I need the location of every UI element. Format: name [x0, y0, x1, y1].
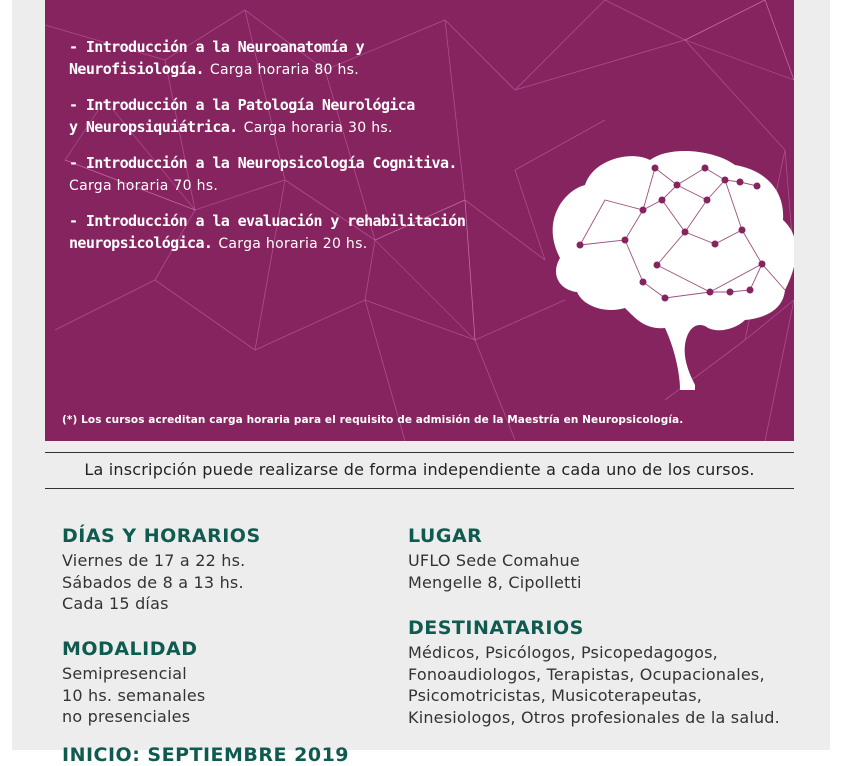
- page: [12, 0, 830, 766]
- schedule-line: Sábados de 8 a 13 hs.: [62, 572, 244, 592]
- footnote: (*) Los cursos acreditan carga horaria para el requisito de admisión de la Maestría en Neuropsicología.: [62, 414, 684, 426]
- course-item: [69, 36, 489, 81]
- course-title-line1: - Introducción a la evaluación y rehabilitación: [69, 212, 466, 230]
- divider: [45, 488, 794, 489]
- course-title-line2: neuropsicológica.: [69, 234, 213, 252]
- modality-heading: MODALIDAD: [62, 638, 198, 660]
- course-title-line2: Neurofisiología.: [69, 60, 204, 78]
- brain-network-icon: [553, 151, 794, 390]
- modality-section: [62, 637, 205, 728]
- start-date-heading: INICIO: SEPTIEMBRE 2019: [62, 744, 350, 766]
- audience-heading: DESTINATARIOS: [408, 617, 584, 639]
- audience-line: Psicomotricistas, Musicoterapeutas,: [408, 686, 703, 705]
- course-list: [69, 36, 489, 268]
- audience-section: [408, 616, 780, 728]
- location-line: UFLO Sede Comahue: [408, 551, 580, 570]
- schedule-line: Viernes de 17 a 22 hs.: [62, 551, 246, 570]
- location-heading: LUGAR: [408, 525, 483, 547]
- course-hours: Carga horaria 20 hs.: [218, 236, 368, 252]
- audience-line: Fonoaudiologos, Terapistas, Ocupacionales,: [408, 664, 765, 684]
- registration-notice: La inscripción puede realizarse de forma independiente a cada uno de los cursos.: [84, 460, 755, 479]
- schedule-heading: DÍAS Y HORARIOS: [62, 525, 261, 547]
- course-hours: Carga horaria 30 hs.: [243, 120, 393, 136]
- modality-line: no presenciales: [62, 707, 191, 726]
- course-hours: Carga horaria 80 hs.: [209, 62, 360, 78]
- course-item: [69, 210, 489, 255]
- course-banner: [45, 0, 794, 441]
- location-line: Mengelle 8, Cipolletti: [408, 572, 582, 592]
- course-item: [69, 94, 489, 139]
- course-title-line1: - Introducción a la Patología Neurológica: [69, 96, 415, 114]
- schedule-line: Cada 15 días: [62, 594, 169, 613]
- course-title-line1: - Introducción a la Neuropsicología Cognitiva.: [69, 154, 457, 172]
- modality-line: Semipresencial: [62, 664, 187, 683]
- modality-line: 10 hs. semanales: [62, 685, 206, 705]
- audience-line: Médicos, Psicólogos, Psicopedagogos,: [408, 643, 718, 662]
- location-section: [408, 524, 582, 593]
- course-title-line1: - Introducción a la Neuroanatomía y: [69, 38, 365, 56]
- course-hours: Carga horaria 70 hs.: [69, 178, 219, 194]
- audience-line: Kinesiologos, Otros profesionales de la salud.: [408, 707, 780, 727]
- schedule-section: [62, 524, 261, 615]
- course-item: [69, 152, 489, 197]
- course-title-line2: y Neuropsiquiátrica.: [69, 118, 238, 136]
- divider: [45, 452, 794, 453]
